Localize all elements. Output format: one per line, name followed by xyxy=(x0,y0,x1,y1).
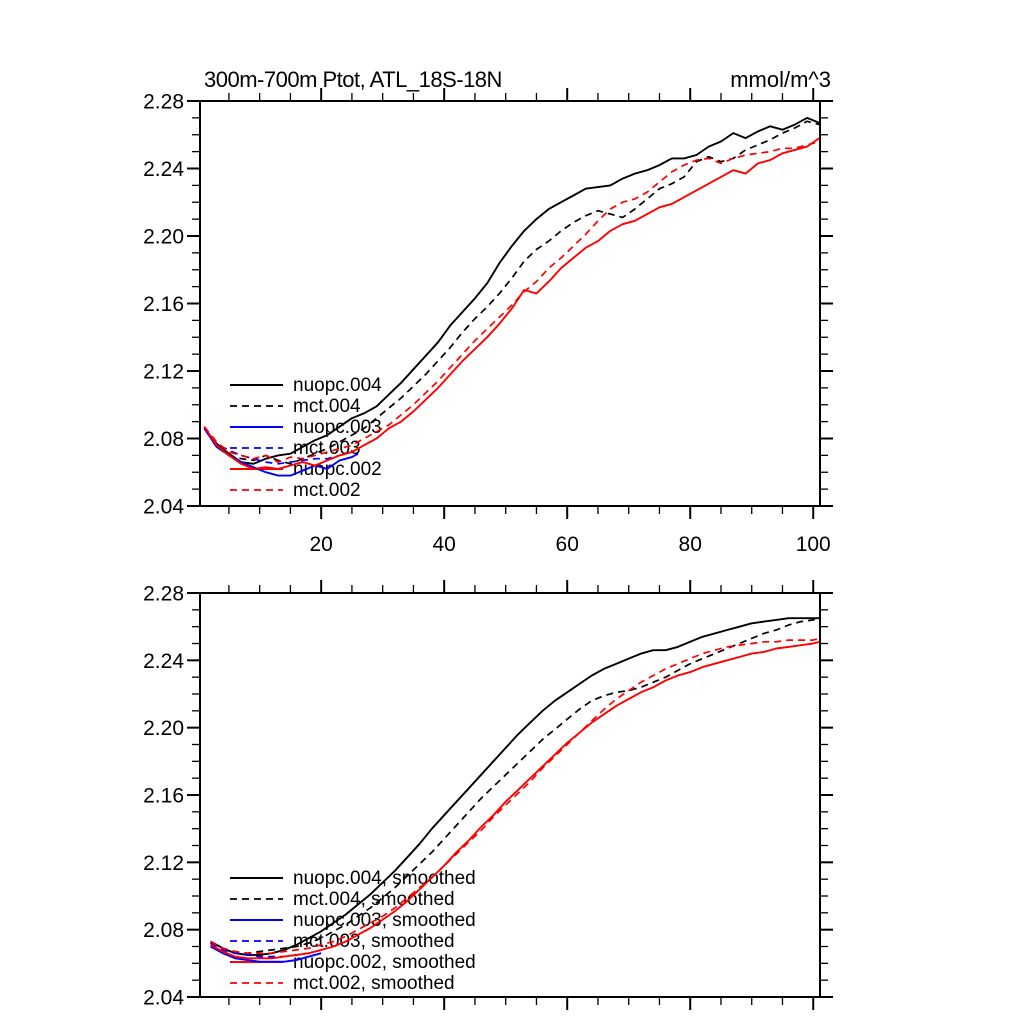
legend xyxy=(230,375,382,501)
legend-label: nuopc.002 xyxy=(293,459,382,480)
y-tick-label: 2.08 xyxy=(143,919,184,943)
legend-entry-mct-002-smoothed xyxy=(230,973,455,994)
y-tick-label: 2.16 xyxy=(143,293,184,316)
y-tick-label: 2.12 xyxy=(143,851,184,875)
legend-label: nuopc.002, smoothed xyxy=(293,952,476,973)
units-label: mmol/m^3 xyxy=(730,67,831,92)
top-chart xyxy=(143,67,833,556)
legend xyxy=(230,868,476,994)
legend-label: mct.002, smoothed xyxy=(293,973,455,994)
legend-entry-nuopc-003 xyxy=(230,417,382,438)
legend-label: mct.004, smoothed xyxy=(293,889,455,910)
legend-label: nuopc.003, smoothed xyxy=(293,910,476,931)
y-tick-label: 2.20 xyxy=(143,717,184,741)
legend-entry-mct-003-smoothed xyxy=(230,931,455,952)
legend-entry-mct-004 xyxy=(230,396,361,417)
y-tick-label: 2.12 xyxy=(143,360,184,384)
x-tick-label: 40 xyxy=(432,533,456,556)
y-tick-label: 2.28 xyxy=(143,90,184,114)
legend-label: nuopc.003 xyxy=(293,417,382,438)
legend-label: mct.004 xyxy=(293,396,361,417)
y-tick-label: 2.16 xyxy=(143,784,184,808)
legend-label: nuopc.004 xyxy=(293,375,382,396)
legend-label: mct.002 xyxy=(293,480,361,501)
y-tick-label: 2.24 xyxy=(143,158,184,181)
legend-entry-nuopc-004 xyxy=(230,375,382,396)
y-tick-label: 2.28 xyxy=(143,582,184,606)
chart-title: 300m-700m Ptot, ATL_18S-18N xyxy=(204,67,502,92)
x-tick-label: 20 xyxy=(309,533,333,556)
x-tick-label: 80 xyxy=(678,533,702,556)
x-tick-label: 60 xyxy=(555,533,579,556)
legend-entry-mct-002 xyxy=(230,480,361,501)
x-tick-label: 100 xyxy=(795,533,831,556)
axis-ticks xyxy=(187,580,833,1010)
y-tick-label: 2.04 xyxy=(143,495,184,519)
bottom-chart xyxy=(143,580,833,1010)
legend-label: nuopc.004, smoothed xyxy=(293,868,476,889)
y-tick-label: 2.08 xyxy=(143,428,184,451)
y-tick-label: 2.24 xyxy=(143,649,184,673)
y-tick-label: 2.04 xyxy=(143,986,184,1010)
legend-label: mct.003, smoothed xyxy=(293,931,455,952)
y-tick-label: 2.20 xyxy=(143,225,184,249)
legend-entry-mct-004-smoothed xyxy=(230,889,455,910)
legend-label: mct.003 xyxy=(293,438,361,459)
